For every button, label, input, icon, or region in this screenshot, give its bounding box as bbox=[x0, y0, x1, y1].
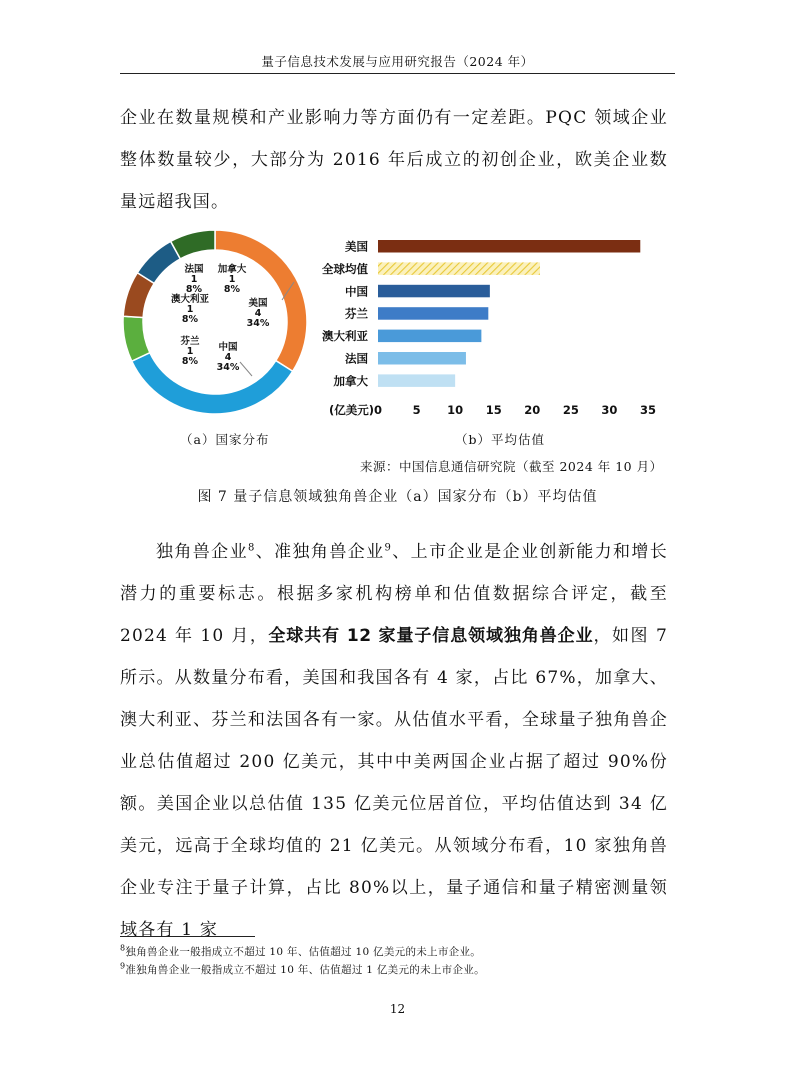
donut-label-1-1: 4 bbox=[224, 352, 232, 363]
donut-label-4-0: 法国 bbox=[184, 264, 204, 275]
figure-7-charts bbox=[0, 0, 793, 470]
x-tick-6: 30 bbox=[601, 403, 618, 417]
footnote-text: 准独角兽企业一般指成立不超过 10 年、估值超过 1 亿美元的未上市企业。 bbox=[125, 964, 485, 976]
donut-label-2-2: 8% bbox=[181, 356, 199, 367]
donut-label-1-0: 中国 bbox=[218, 342, 238, 353]
body-bold-text: 全球共有 12 家量子信息领域独角兽企业 bbox=[268, 626, 594, 646]
leader-line-cn bbox=[240, 362, 252, 376]
bar-category-label-4: 澳大利亚 bbox=[322, 329, 368, 344]
footnote-9 bbox=[120, 962, 485, 977]
x-tick-2: 10 bbox=[447, 403, 464, 417]
bar-5 bbox=[378, 352, 466, 365]
donut-label-5-1: 1 bbox=[228, 274, 236, 285]
caption-b: （b）平均估值 bbox=[455, 432, 546, 447]
donut-slice-1 bbox=[132, 353, 293, 414]
body-text-2: 、准独角兽企业 bbox=[255, 542, 385, 562]
x-tick-5: 25 bbox=[562, 403, 579, 417]
footnote-ref-8[interactable]: 8 bbox=[247, 542, 256, 554]
donut-label-2-1: 1 bbox=[186, 346, 194, 357]
donut-label-1-2: 34% bbox=[216, 362, 240, 373]
footnote-mark: 8 bbox=[120, 943, 126, 953]
donut-label-4-2: 8% bbox=[185, 284, 203, 295]
bar-chart bbox=[322, 240, 656, 418]
donut-label-3-1: 1 bbox=[186, 304, 194, 315]
bar-4 bbox=[378, 330, 481, 343]
bar-6 bbox=[378, 374, 455, 387]
donut-chart bbox=[123, 230, 307, 414]
donut-label-5-2: 8% bbox=[223, 284, 241, 295]
donut-label-4-1: 1 bbox=[190, 274, 198, 285]
bar-category-label-3: 芬兰 bbox=[345, 306, 368, 321]
bar-2 bbox=[378, 285, 490, 298]
body-text-1: 独角兽企业 bbox=[156, 542, 248, 562]
bar-3 bbox=[378, 307, 488, 320]
figure-title: 图 7 量子信息领域独角兽企业（a）国家分布（b）平均估值 bbox=[197, 489, 598, 505]
body-paragraph bbox=[120, 531, 668, 951]
intro-paragraph: 企业在数量规模和产业影响力等方面仍有一定差距。PQC 领域企业整体数量较少，大部分为 2016 年后成立的初创企业，欧美企业数量远超我国。 bbox=[120, 108, 668, 212]
bar-category-label-6: 加拿大 bbox=[333, 373, 368, 388]
axis-unit-label: (亿美元) bbox=[328, 403, 374, 417]
footnote-mark: 9 bbox=[120, 961, 126, 971]
body-text-4: ，如图 7 所示。从数量分布看，美国和我国各有 4 家，占比 67%，加拿大、澳大利亚、芬兰和法国各有一家。从估值水平看，全球量子独角兽企业总估值超过 200 亿美元，其中中美两国企业占据了超过 90%份额。美国企业以总估值 135 亿美元位居首位，平均估值达到 34 亿美元，远高于全球均值的 21 亿美元。从领域分布看，10 家独角兽企业专注于量子计算，占比 80%以上，量子通信和量子精密测量领域各有 1 家 bbox=[120, 626, 668, 940]
bar-0 bbox=[378, 240, 640, 253]
donut-label-2-0: 芬兰 bbox=[180, 336, 200, 347]
x-tick-1: 5 bbox=[412, 403, 421, 417]
caption-a: （a）国家分布 bbox=[180, 432, 270, 447]
footnote-ref-9[interactable]: 9 bbox=[384, 542, 393, 554]
source-note: 来源：中国信息通信研究院（截至 2024 年 10 月） bbox=[360, 459, 663, 474]
body-text-3: 、上市企业是企业创新能力和增长潜力的重要标志。根据多家机构榜单和估值数据综合评定，截至 2024 年 10 月， bbox=[120, 542, 669, 646]
donut-label-0-0: 美国 bbox=[248, 298, 268, 309]
x-tick-3: 15 bbox=[485, 403, 502, 417]
running-header: 量子信息技术发展与应用研究报告（2024 年） bbox=[261, 54, 534, 69]
bar-1 bbox=[378, 262, 540, 275]
donut-label-0-2: 34% bbox=[246, 318, 270, 329]
donut-label-3-0: 澳大利亚 bbox=[170, 294, 210, 305]
footnote-text: 独角兽企业一般指成立不超过 10 年、估值超过 10 亿美元的未上市企业。 bbox=[125, 946, 482, 958]
footnote-rule bbox=[120, 936, 255, 937]
bar-category-label-5: 法国 bbox=[345, 351, 368, 366]
page-number: 12 bbox=[389, 1002, 406, 1016]
donut-label-3-2: 8% bbox=[181, 314, 199, 325]
bar-category-label-1: 全球均值 bbox=[322, 261, 368, 276]
bar-category-label-2: 中国 bbox=[345, 284, 368, 299]
donut-label-0-1: 4 bbox=[254, 308, 262, 319]
bar-category-label-0: 美国 bbox=[345, 239, 368, 254]
x-tick-4: 20 bbox=[524, 403, 541, 417]
x-tick-7: 35 bbox=[639, 403, 657, 417]
footnote-8 bbox=[120, 944, 481, 959]
donut-slice-5 bbox=[171, 230, 215, 259]
donut-slice-2 bbox=[123, 316, 150, 361]
x-tick-0: 0 bbox=[373, 403, 383, 417]
donut-label-5-0: 加拿大 bbox=[217, 264, 247, 275]
